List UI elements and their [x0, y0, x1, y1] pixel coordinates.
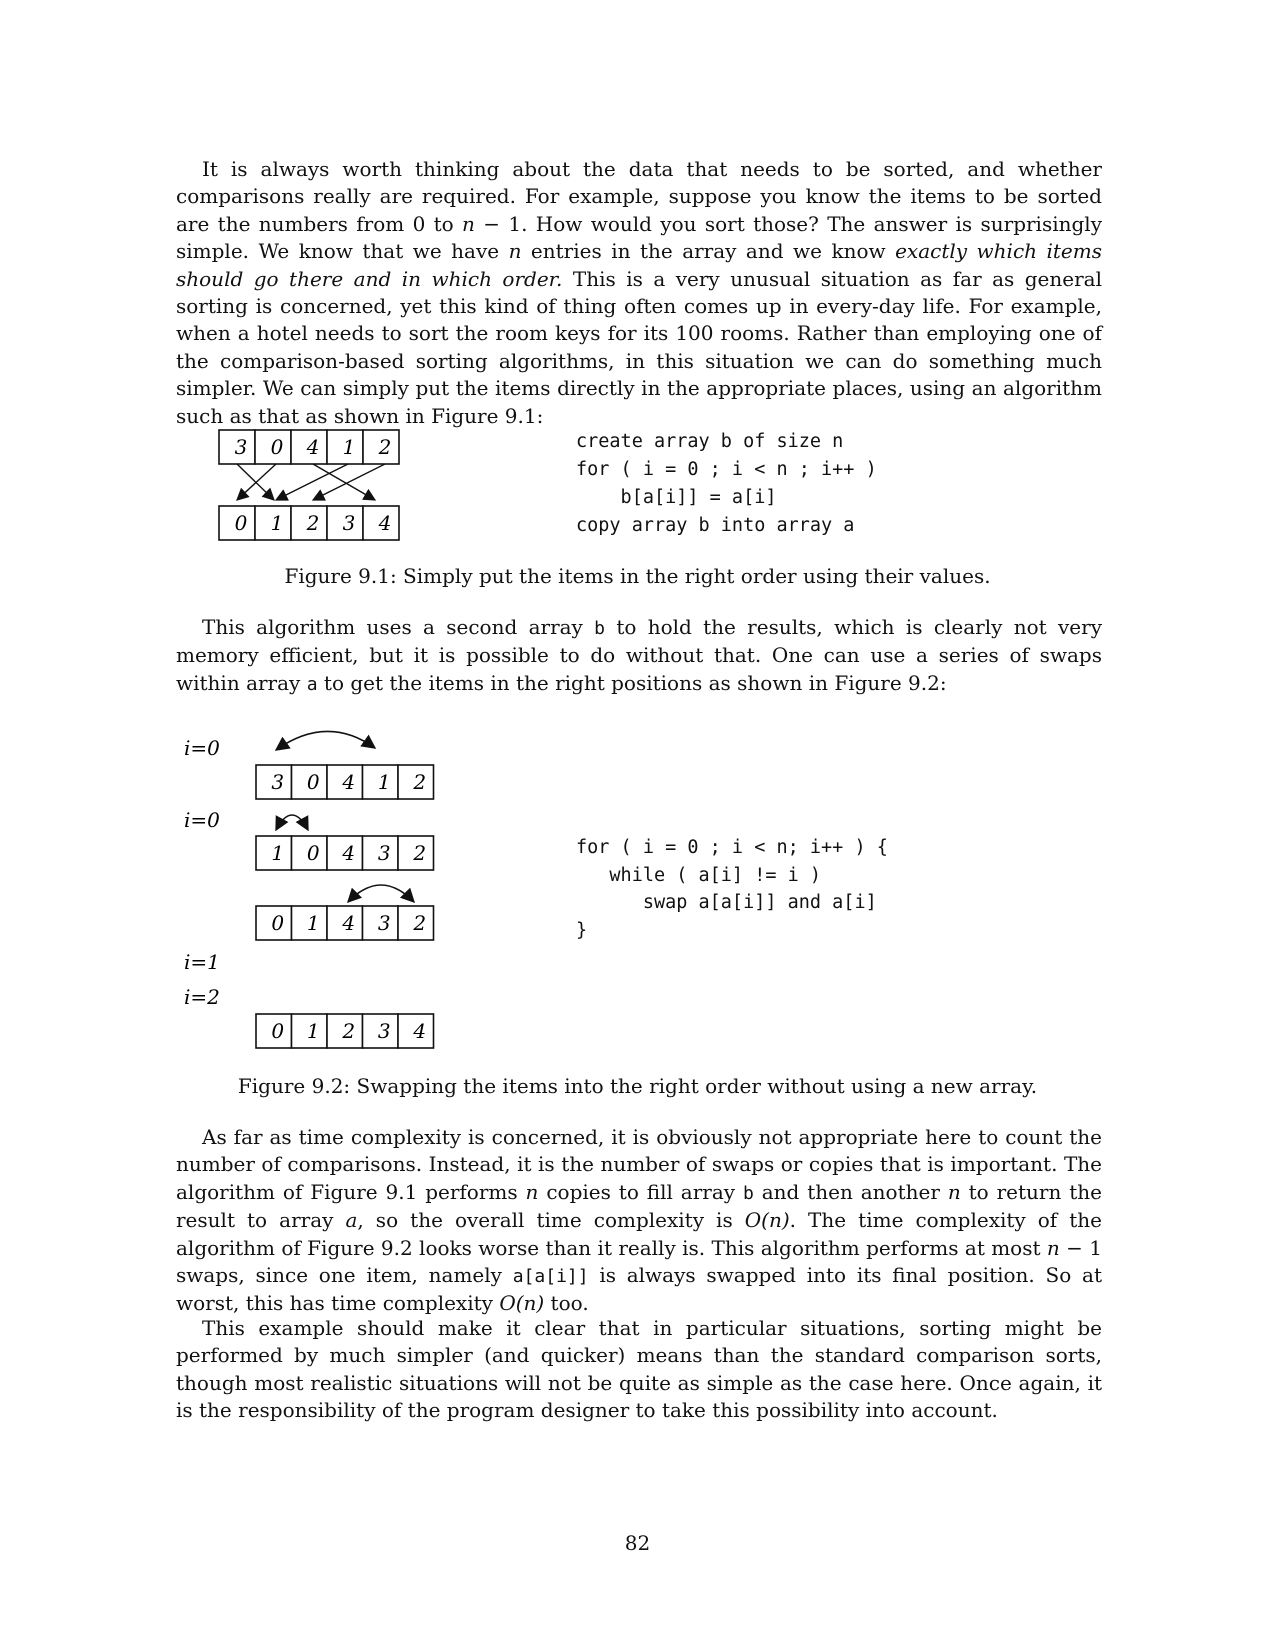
step-label: i=2	[184, 985, 220, 1009]
arrow-1-to-1	[276, 464, 348, 500]
para3-text-f: . The time complexity of the algorithm of Figure 9.2 looks worse than it really is. This algorithm performs at most	[176, 1208, 1102, 1260]
array-cell-value: 3	[377, 911, 391, 935]
para3-math-o2: O(n)	[499, 1291, 545, 1316]
para3-math-n3: n	[1046, 1235, 1060, 1260]
para2-code-b: b	[594, 618, 606, 639]
array-cell-value: 2	[413, 770, 427, 794]
array-state-1	[256, 765, 434, 799]
top-array	[219, 430, 399, 464]
swap-arrow-0-3	[276, 731, 375, 750]
para3-text-e: , so the overall time complexity is	[357, 1208, 745, 1233]
para3-text-b: copies to fill array	[538, 1179, 743, 1204]
array-cell-value: 3	[234, 435, 248, 459]
paragraph-conclusion: This example should make it clear that in particular situations, sorting might be performed by much simpler (and quicker) means than the standard comparison sorts, though most realistic situations will not be quite as simple as the case here. Once again, it is the responsibility of the program designer to take this possibility into account.	[176, 1316, 1102, 1423]
para2-text-b: to hold the results, which is clearly not very memory efficient, but it is possible to do without that. One can use a series of swaps within array	[176, 615, 1102, 695]
figure-9-1-code: create array b of size n for ( i = 0 ; i < n ; i++ ) b[a[i]] = a[i] copy array b into array a	[576, 431, 877, 536]
array-cell-value: 1	[306, 911, 320, 935]
step-label: i=0	[184, 736, 220, 760]
para3-math-o1: O(n)	[744, 1208, 790, 1233]
para1-math-n1: n	[462, 211, 475, 236]
array-cell-value: 2	[413, 911, 427, 935]
array-cell-value: 2	[378, 435, 392, 459]
figure-9-2-caption: Figure 9.2: Swapping the items into the right order without using a new array.	[237, 1074, 1038, 1098]
array-cell-value: 1	[377, 770, 391, 794]
array-cell-value: 0	[306, 770, 320, 794]
para3-text-a: As far as time complexity is concerned, it is obviously not appropriate here to count the number of comparisons. Instead, it is the number of swaps or copies that is important. The algorithm of Figure 9.1 performs	[176, 1125, 1102, 1204]
paragraph-second-array	[176, 614, 1102, 698]
array-cell-value: 1	[270, 511, 284, 535]
paragraph-complexity	[176, 1124, 1102, 1318]
para3-math-a: a	[345, 1208, 358, 1233]
para3-code-aai: a[a[i]]	[512, 1266, 589, 1288]
array-state-2	[256, 836, 434, 870]
array-cell-value: 4	[342, 770, 356, 794]
para3-text-c: and then another	[753, 1179, 948, 1204]
swap-arrows	[276, 731, 414, 902]
array-cell-value: 3	[377, 841, 391, 865]
figure-9-1-diagram	[210, 420, 420, 550]
para2-text-a: This algorithm uses a second array	[202, 615, 595, 639]
array-cell-value: 2	[306, 511, 320, 535]
para3-math-n1: n	[525, 1179, 539, 1204]
array-cell-value: 0	[271, 911, 285, 935]
array-cell-value: 4	[413, 1019, 427, 1043]
para3-math-n2: n	[947, 1179, 961, 1204]
para3-text-d: to return the result to array	[176, 1179, 1103, 1233]
para2-text-c: to get the items in the right positions as shown in Figure 9.2:	[317, 670, 947, 695]
array-cell-value: 2	[342, 1019, 356, 1043]
array-cell-value: 3	[271, 770, 285, 794]
para1-text-c: entries in the array and we know	[521, 239, 896, 264]
array-cell-value: 4	[306, 435, 320, 459]
para3-text-i: too.	[544, 1291, 589, 1316]
arrow-2-to-2	[313, 464, 385, 500]
array-cell-value: 4	[342, 911, 356, 935]
array-cell-value: 4	[342, 841, 356, 865]
array-cell-value: 0	[234, 511, 248, 535]
array-cell-value: 3	[342, 511, 356, 535]
array-cell-value: 1	[342, 435, 356, 459]
para1-text-d: This is a very unusual situation as far as general sorting is concerned, yet this kind of thing often comes up in every-day life. For example, when a hotel needs to sort the room keys for its 100 rooms. Rather than employing one of the comparison-based sorting algorithms, in this situation we can do something much simpler. We can simply put the items directly in the appropriate places, using an algorithm such as that as shown in Figure 9.1:	[176, 266, 1102, 428]
para3-text-h: is always swapped into its final position. So at worst, this has time complexity	[176, 1263, 1102, 1316]
para1-emphasis: exactly which items should go there and in which order.	[176, 239, 1102, 291]
array-cell-value: 3	[377, 1019, 391, 1043]
array-cell-value: 1	[306, 1019, 320, 1043]
array-cell-value: 0	[270, 435, 284, 459]
array-cell-value: 0	[306, 841, 320, 865]
array-cell-value: 2	[413, 841, 427, 865]
array-cell-value: 0	[271, 1019, 285, 1043]
array-cell-value: 1	[271, 841, 285, 865]
figure-9-1-caption: Figure 9.1: Simply put the items in the right order using their values.	[284, 564, 991, 588]
para2-code-a: a	[306, 673, 318, 695]
para1-text-b: − 1. How would you sort those? The answer is surprisingly simple. We know that we have	[176, 211, 1102, 264]
array-cell-value: 4	[378, 511, 392, 535]
figure-9-2-diagram	[170, 720, 460, 1060]
para3-text-g: − 1 swaps, since one item, namely	[176, 1235, 1102, 1288]
figure-9-2-code: for ( i = 0 ; i < n; i++ ) { while ( a[i] != i ) swap a[a[i]] and a[i] }	[576, 837, 888, 941]
para3-code-b: b	[742, 1182, 754, 1204]
para1-math-n2: n	[508, 239, 522, 264]
step-label: i=1	[184, 950, 220, 974]
bottom-array	[219, 506, 399, 540]
swap-arrow-0-1	[276, 815, 308, 830]
paragraph-intro	[176, 156, 1102, 430]
array-state-4	[256, 1014, 434, 1048]
step-label: i=0	[184, 808, 220, 832]
para1-text-a: It is always worth thinking about the data that needs to be sorted, and whether comparisons really are required. For example, suppose you know the items to be sorted are the numbers from 0 to	[176, 157, 1102, 236]
swap-arrow-2-4	[348, 885, 414, 902]
page-number: 82	[624, 1531, 651, 1555]
mapping-arrows	[237, 464, 385, 500]
array-state-3	[256, 906, 434, 940]
